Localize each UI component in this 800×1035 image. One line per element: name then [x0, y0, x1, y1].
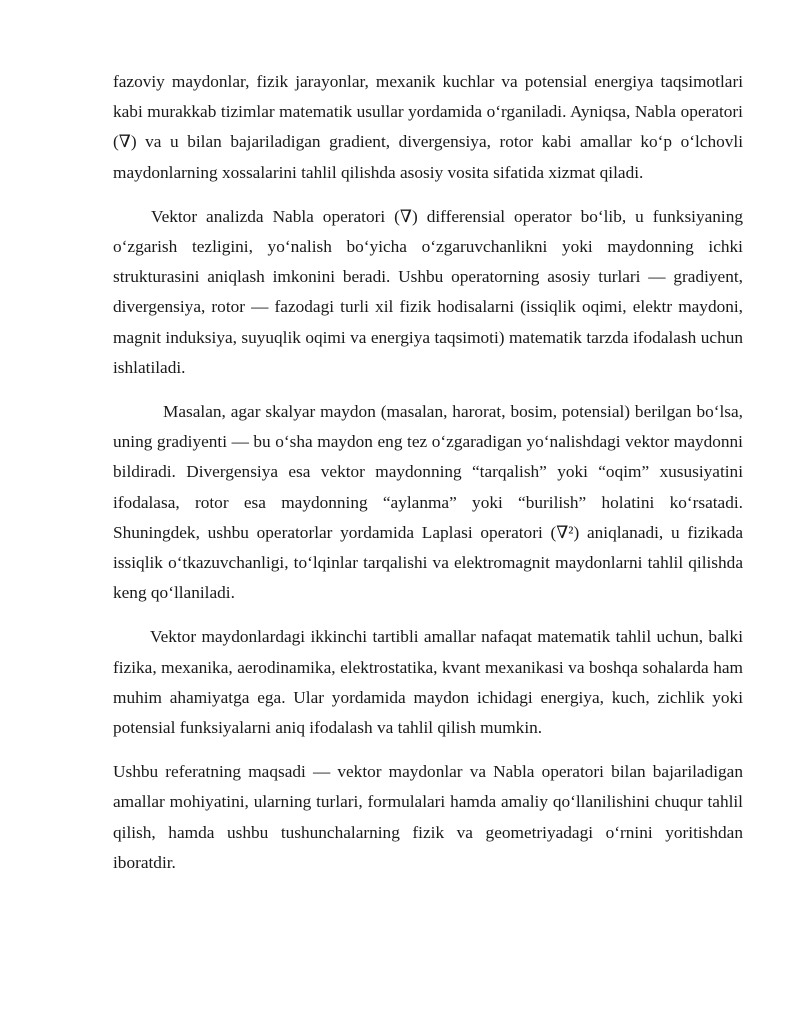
paragraph-intro: fazoviy maydonlar, fizik jarayonlar, mexanik kuchlar va potensial energiya taqsimotlari kabi murakkab tizimlar matematik usullar yordamida o‘rganiladi. Ayniqsa, Nabla operatori (∇) va u bilan bajariladigan gradient, divergensiya, rotor kabi amallar ko‘p o‘lchovli maydonlarning xossalarini tahlil qilishda asosiy vosita sifatida xizmat qiladi.	[113, 72, 743, 182]
paragraph-nabla-operator: Vektor analizda Nabla operatori (∇) differensial operator bo‘lib, u funksiyaning o‘zgarish tezligini, yo‘nalish bo‘yicha o‘zgaruvchanlikni yoki maydonning ichki strukturasini aniqlash imkonini beradi. Ushbu operatorning asosiy turlari — gradiyent, divergensiya, rotor — fazodagi turli xil fizik hodisalarni (issiqlik oqimi, elektr maydoni, magnit induksiya, suyuqlik oqimi va energiya taqsimoti) matematik tarzda ifodalash uchun ishlatiladi.	[113, 206, 743, 377]
paragraph-second-order: Vektor maydonlardagi ikkinchi tartibli amallar nafaqat matematik tahlil uchun, balki fizika, mexanika, aerodinamika, elektrostatika, kvant mexanikasi va boshqa sohalarda ham muhim ahamiyatga ega. Ular yordamida maydon ichidagi energiya, kuch, zichlik yoki potensial funksiyalarni aniq ifodalash va tahlil qilish mumkin.	[113, 627, 743, 738]
paragraph-goal: Ushbu referatning maqsadi — vektor maydonlar va Nabla operatori bilan bajariladigan amallar mohiyatini, ularning turlari, formulalari hamda amaliy qo‘llanilishini chuqur tahlil qilish, hamda ushbu tushunchalarning fizik va geometriyadagi o‘rnini yoritishdan iboratdir.	[113, 762, 743, 872]
document-page	[113, 67, 743, 892]
paragraph-example: Masalan, agar skalyar maydon (masalan, harorat, bosim, potensial) berilgan bo‘lsa, uning gradiyenti — bu o‘sha maydon eng tez o‘zgaradigan yo‘nalishdagi vektor maydonni bildiradi. Divergensiya esa vektor maydonning “tarqalish” yoki “oqim” xususiyatini ifodalasa, rotor esa maydonning “aylanma” yoki “burilish” holatini ko‘rsatadi. Shuningdek, ushbu operatorlar yordamida Laplasi operatori (∇²) aniqlanadi, u fizikada issiqlik o‘tkazuvchanligi, to‘lqinlar tarqalishi va elektromagnit maydonlarni tahlil qilishda keng qo‘llaniladi.	[113, 402, 743, 603]
